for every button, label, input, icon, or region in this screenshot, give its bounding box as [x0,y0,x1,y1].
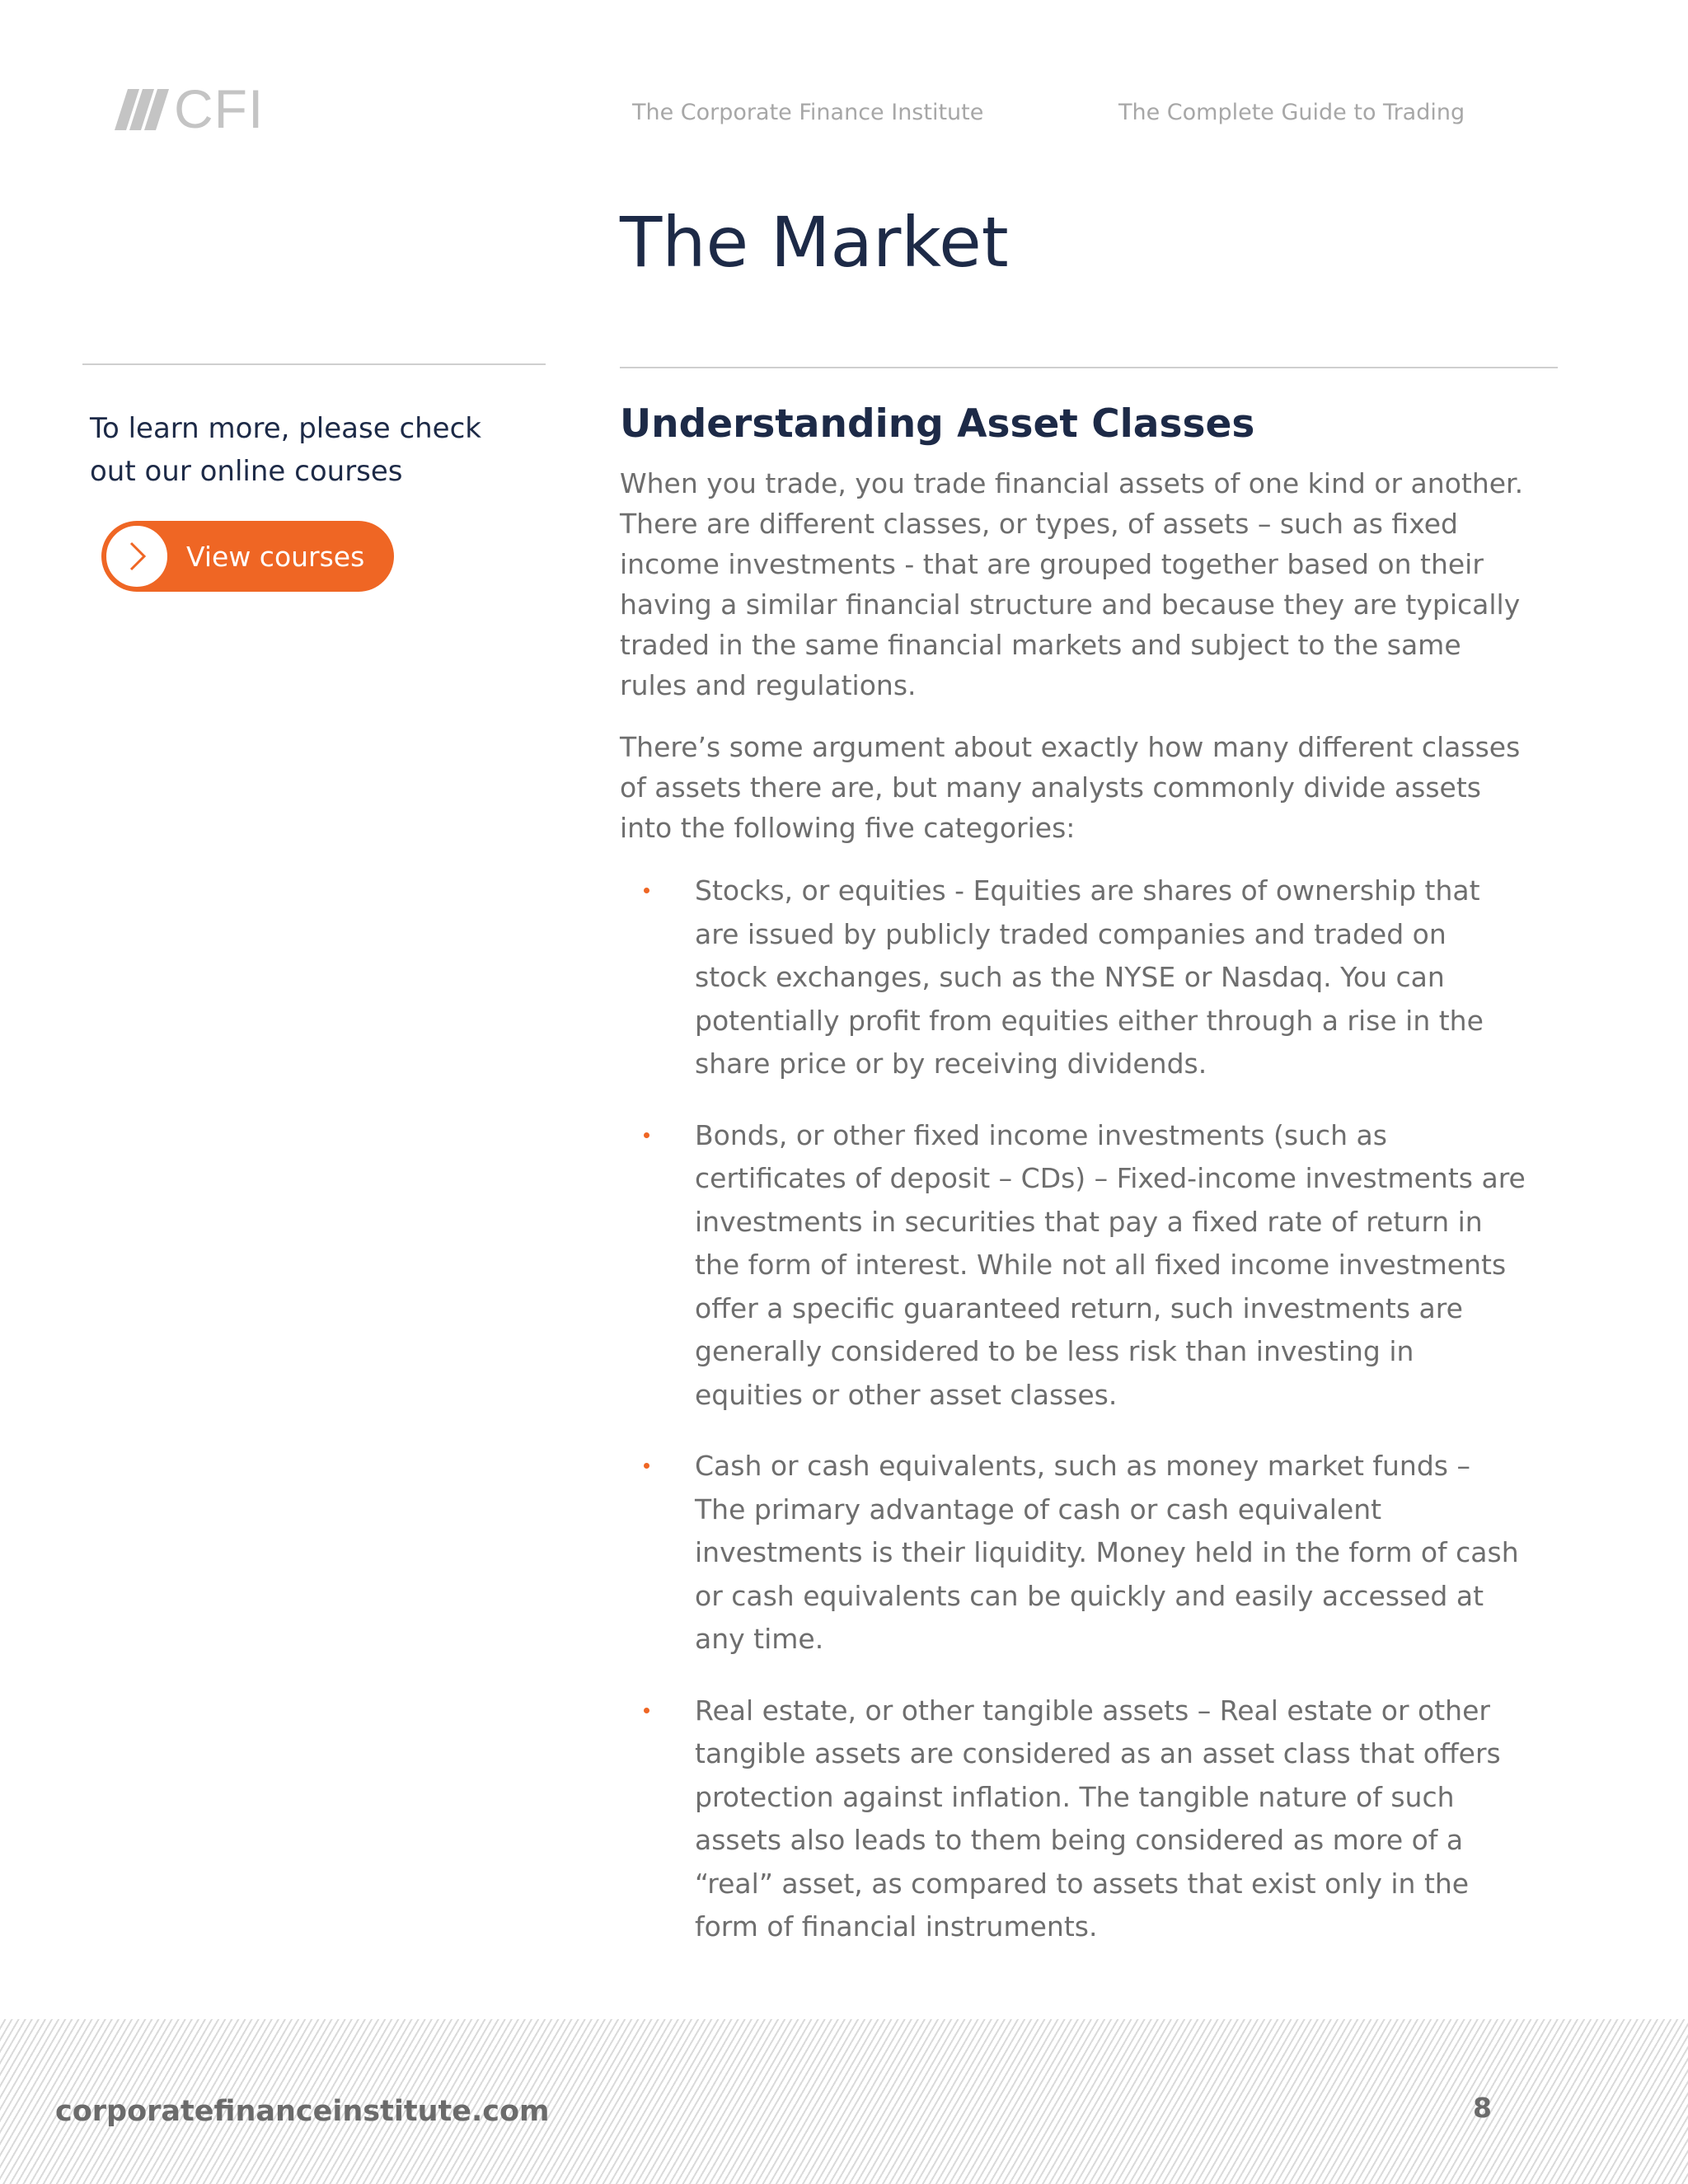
view-courses-button[interactable] [101,521,394,592]
sidebar-divider [82,363,546,365]
page-number: 8 [1473,2092,1492,2124]
list-item [620,1690,1526,1949]
asset-class-list [620,869,1526,1949]
footer-url-link[interactable]: corporatefinanceinstitute.com [55,2095,550,2128]
list-item [620,1445,1526,1661]
section-title: Understanding Asset Classes [620,401,1255,447]
list-item [620,869,1526,1086]
page-title: The Market [620,202,1009,283]
list-item-text: Bonds, or other fixed income investments (such as certificates of deposit – CDs) – Fixed-income investments are investments in securities that pay a fixed rate of return in the form of interest. While not all fixed income investments offer a specific guaranteed return, such investments are generally considered to be less risk than investing in equities or other asset classes. [695,1118,1526,1411]
list-item-text: Real estate, or other tangible assets – Real estate or other tangible assets are considered as an asset class that offers protection against inflation. The tangible nature of such assets also leads to them being considered as more of a “real” asset, as compared to assets that exist only in the form of financial instruments. [695,1694,1501,1943]
list-item-text: Stocks, or equities - Equities are shares of ownership that are issued by publicly traded companies and traded on stock exchanges, such as the NYSE or Nasdaq. You can potentially profit from equities either through a rise in the share price or by receiving dividends. [695,874,1484,1080]
intro-paragraph: When you trade, you trade financial assets of one kind or another. There are different classes, or types, of assets – such as fixed income investments - that are grouped together based on their having a similar financial structure and because they are typically traded in the same financial markets and subject to the same rules and regulations. [620,467,1524,701]
list-item [620,1114,1526,1418]
sidebar-promo-text: To learn more, please check out our online courses [90,412,481,488]
cfi-slashes-icon [113,87,169,130]
bullet-dot-icon [644,1132,649,1138]
bullet-dot-icon [644,888,649,893]
bullet-dot-icon [644,1708,649,1713]
header-institute: The Corporate Finance Institute [632,100,984,125]
header-guide-title: The Complete Guide to Trading [1118,100,1465,125]
main-divider [620,367,1558,368]
categories-paragraph: There’s some argument about exactly how many different classes of assets there are, but many analysts commonly divide assets into the following five categories: [620,731,1521,844]
view-courses-label: View courses [186,540,365,573]
bullet-dot-icon [644,1463,649,1469]
list-item-text: Cash or cash equivalents, such as money market funds – The primary advantage of cash or cash equivalent investments is their liquidity. Money held in the form of cash or cash equivalents can be quickly and easily accessed at any time. [695,1450,1519,1655]
chevron-right-icon [104,523,170,589]
cfi-logo[interactable] [113,78,265,139]
logo-text: CFI [174,78,265,139]
footer [0,2019,1688,2184]
main-content [620,397,1526,1977]
